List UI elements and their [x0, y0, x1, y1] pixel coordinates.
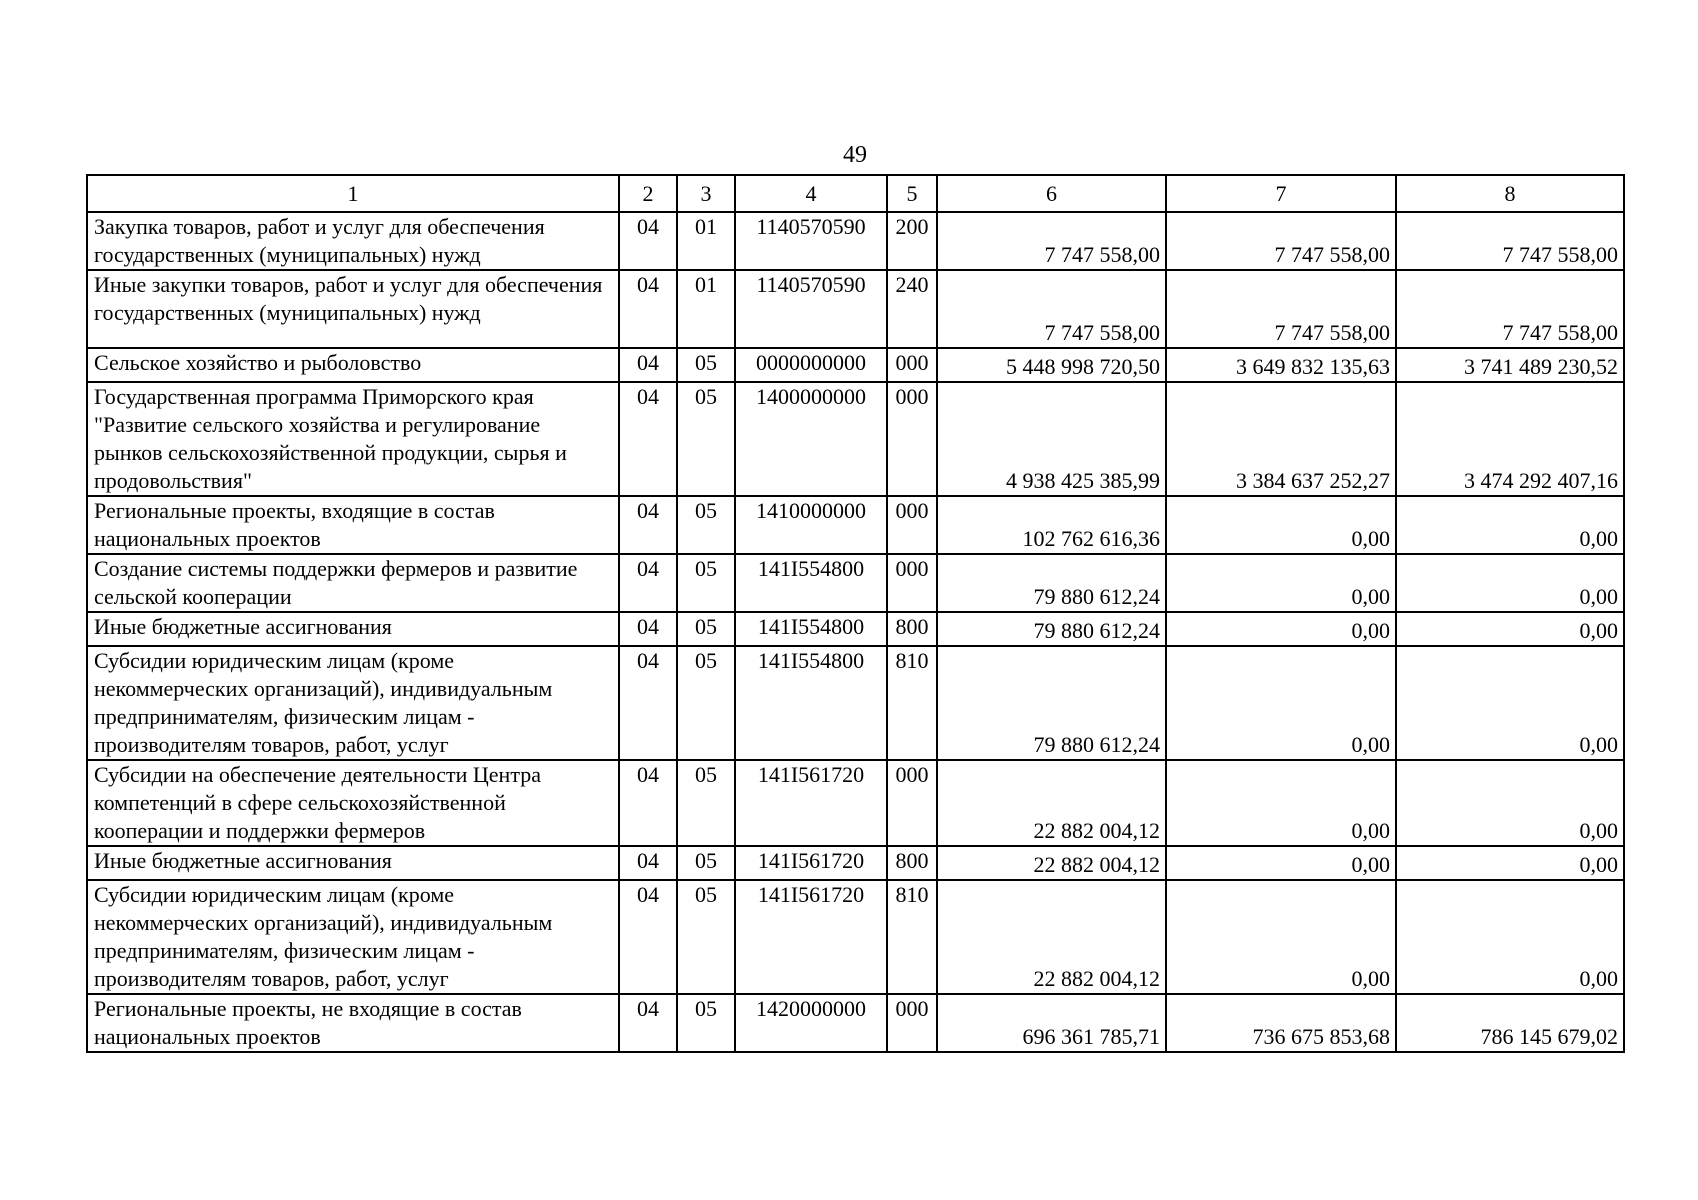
target-article-code: 141I554800 [735, 554, 887, 612]
amount-col-7: 3 384 637 252,27 [1166, 382, 1396, 496]
row-description: Государственная программа Приморского края "Развитие сельского хозяйства и регулирование рынков сельскохозяйственной продукции, сырья и продовольствия" [87, 382, 619, 496]
amount-col-6: 79 880 612,24 [937, 612, 1166, 646]
amount-col-8: 0,00 [1396, 612, 1624, 646]
section-code: 04 [619, 348, 677, 382]
section-code: 04 [619, 760, 677, 846]
amount-col-7: 0,00 [1166, 880, 1396, 994]
target-article-code: 141I561720 [735, 880, 887, 994]
amount-col-7: 0,00 [1166, 846, 1396, 880]
column-header: 7 [1166, 175, 1396, 212]
section-code: 04 [619, 496, 677, 554]
amount-col-6: 4 938 425 385,99 [937, 382, 1166, 496]
row-description: Региональные проекты, не входящие в состав национальных проектов [87, 994, 619, 1052]
amount-col-7: 0,00 [1166, 496, 1396, 554]
amount-col-6: 79 880 612,24 [937, 646, 1166, 760]
expense-type-code: 000 [887, 760, 937, 846]
table-row [87, 646, 1624, 760]
row-description: Иные бюджетные ассигнования [87, 612, 619, 646]
table-row [87, 212, 1624, 270]
row-description: Региональные проекты, входящие в состав национальных проектов [87, 496, 619, 554]
subsection-code: 05 [677, 760, 735, 846]
row-description: Субсидии на обеспечение деятельности Центра компетенций в сфере сельскохозяйственной кооперации и поддержки фермеров [87, 760, 619, 846]
amount-col-8: 0,00 [1396, 554, 1624, 612]
subsection-code: 01 [677, 270, 735, 348]
amount-col-7: 0,00 [1166, 554, 1396, 612]
amount-col-7: 0,00 [1166, 646, 1396, 760]
amount-col-8: 0,00 [1396, 880, 1624, 994]
amount-col-7: 736 675 853,68 [1166, 994, 1396, 1052]
section-code: 04 [619, 880, 677, 994]
amount-col-7: 3 649 832 135,63 [1166, 348, 1396, 382]
subsection-code: 05 [677, 382, 735, 496]
table-row [87, 554, 1624, 612]
page-number: 49 [843, 142, 867, 168]
amount-col-8: 7 747 558,00 [1396, 270, 1624, 348]
row-description: Создание системы поддержки фермеров и развитие сельской кооперации [87, 554, 619, 612]
column-header: 2 [619, 175, 677, 212]
section-code: 04 [619, 212, 677, 270]
amount-col-8: 3 741 489 230,52 [1396, 348, 1624, 382]
expense-type-code: 200 [887, 212, 937, 270]
row-description: Иные закупки товаров, работ и услуг для обеспечения государственных (муниципальных) нужд [87, 270, 619, 348]
amount-col-6: 5 448 998 720,50 [937, 348, 1166, 382]
subsection-code: 01 [677, 212, 735, 270]
table-row [87, 270, 1624, 348]
amount-col-6: 7 747 558,00 [937, 212, 1166, 270]
expense-type-code: 000 [887, 554, 937, 612]
target-article-code: 1140570590 [735, 270, 887, 348]
amount-col-6: 102 762 616,36 [937, 496, 1166, 554]
amount-col-6: 22 882 004,12 [937, 880, 1166, 994]
target-article-code: 141I561720 [735, 846, 887, 880]
subsection-code: 05 [677, 646, 735, 760]
table-row [87, 846, 1624, 880]
amount-col-8: 0,00 [1396, 646, 1624, 760]
amount-col-7: 7 747 558,00 [1166, 212, 1396, 270]
amount-col-7: 7 747 558,00 [1166, 270, 1396, 348]
amount-col-8: 0,00 [1396, 496, 1624, 554]
subsection-code: 05 [677, 612, 735, 646]
table-row [87, 760, 1624, 846]
section-code: 04 [619, 382, 677, 496]
amount-col-8: 786 145 679,02 [1396, 994, 1624, 1052]
column-header: 4 [735, 175, 887, 212]
amount-col-8: 0,00 [1396, 846, 1624, 880]
section-code: 04 [619, 270, 677, 348]
section-code: 04 [619, 994, 677, 1052]
target-article-code: 0000000000 [735, 348, 887, 382]
row-description: Закупка товаров, работ и услуг для обеспечения государственных (муниципальных) нужд [87, 212, 619, 270]
target-article-code: 1410000000 [735, 496, 887, 554]
amount-col-6: 7 747 558,00 [937, 270, 1166, 348]
section-code: 04 [619, 646, 677, 760]
table-row [87, 612, 1624, 646]
target-article-code: 141I554800 [735, 612, 887, 646]
expense-type-code: 000 [887, 994, 937, 1052]
column-header: 1 [87, 175, 619, 212]
amount-col-6: 22 882 004,12 [937, 760, 1166, 846]
target-article-code: 141I554800 [735, 646, 887, 760]
row-description: Иные бюджетные ассигнования [87, 846, 619, 880]
amount-col-8: 3 474 292 407,16 [1396, 382, 1624, 496]
table-row [87, 382, 1624, 496]
amount-col-6: 79 880 612,24 [937, 554, 1166, 612]
row-description: Сельское хозяйство и рыболовство [87, 348, 619, 382]
expense-type-code: 000 [887, 348, 937, 382]
row-description: Субсидии юридическим лицам (кроме некоммерческих организаций), индивидуальным предпринимателям, физическим лицам - производителям товаров, работ, услуг [87, 880, 619, 994]
subsection-code: 05 [677, 496, 735, 554]
target-article-code: 1420000000 [735, 994, 887, 1052]
expense-type-code: 800 [887, 846, 937, 880]
column-header: 6 [937, 175, 1166, 212]
subsection-code: 05 [677, 880, 735, 994]
amount-col-6: 22 882 004,12 [937, 846, 1166, 880]
table-row [87, 880, 1624, 994]
target-article-code: 1140570590 [735, 212, 887, 270]
section-code: 04 [619, 846, 677, 880]
subsection-code: 05 [677, 348, 735, 382]
amount-col-7: 0,00 [1166, 612, 1396, 646]
expense-type-code: 810 [887, 880, 937, 994]
expense-type-code: 000 [887, 382, 937, 496]
budget-table [86, 174, 1625, 1053]
amount-col-8: 7 747 558,00 [1396, 212, 1624, 270]
column-header: 8 [1396, 175, 1624, 212]
target-article-code: 1400000000 [735, 382, 887, 496]
table-row [87, 348, 1624, 382]
amount-col-6: 696 361 785,71 [937, 994, 1166, 1052]
expense-type-code: 000 [887, 496, 937, 554]
column-header: 5 [887, 175, 937, 212]
subsection-code: 05 [677, 846, 735, 880]
subsection-code: 05 [677, 994, 735, 1052]
target-article-code: 141I561720 [735, 760, 887, 846]
amount-col-7: 0,00 [1166, 760, 1396, 846]
table-row [87, 994, 1624, 1052]
column-header: 3 [677, 175, 735, 212]
section-code: 04 [619, 612, 677, 646]
amount-col-8: 0,00 [1396, 760, 1624, 846]
table-header-row [87, 175, 1624, 212]
expense-type-code: 800 [887, 612, 937, 646]
subsection-code: 05 [677, 554, 735, 612]
table-row [87, 496, 1624, 554]
row-description: Субсидии юридическим лицам (кроме некоммерческих организаций), индивидуальным предпринимателям, физическим лицам - производителям товаров, работ, услуг [87, 646, 619, 760]
expense-type-code: 810 [887, 646, 937, 760]
expense-type-code: 240 [887, 270, 937, 348]
section-code: 04 [619, 554, 677, 612]
